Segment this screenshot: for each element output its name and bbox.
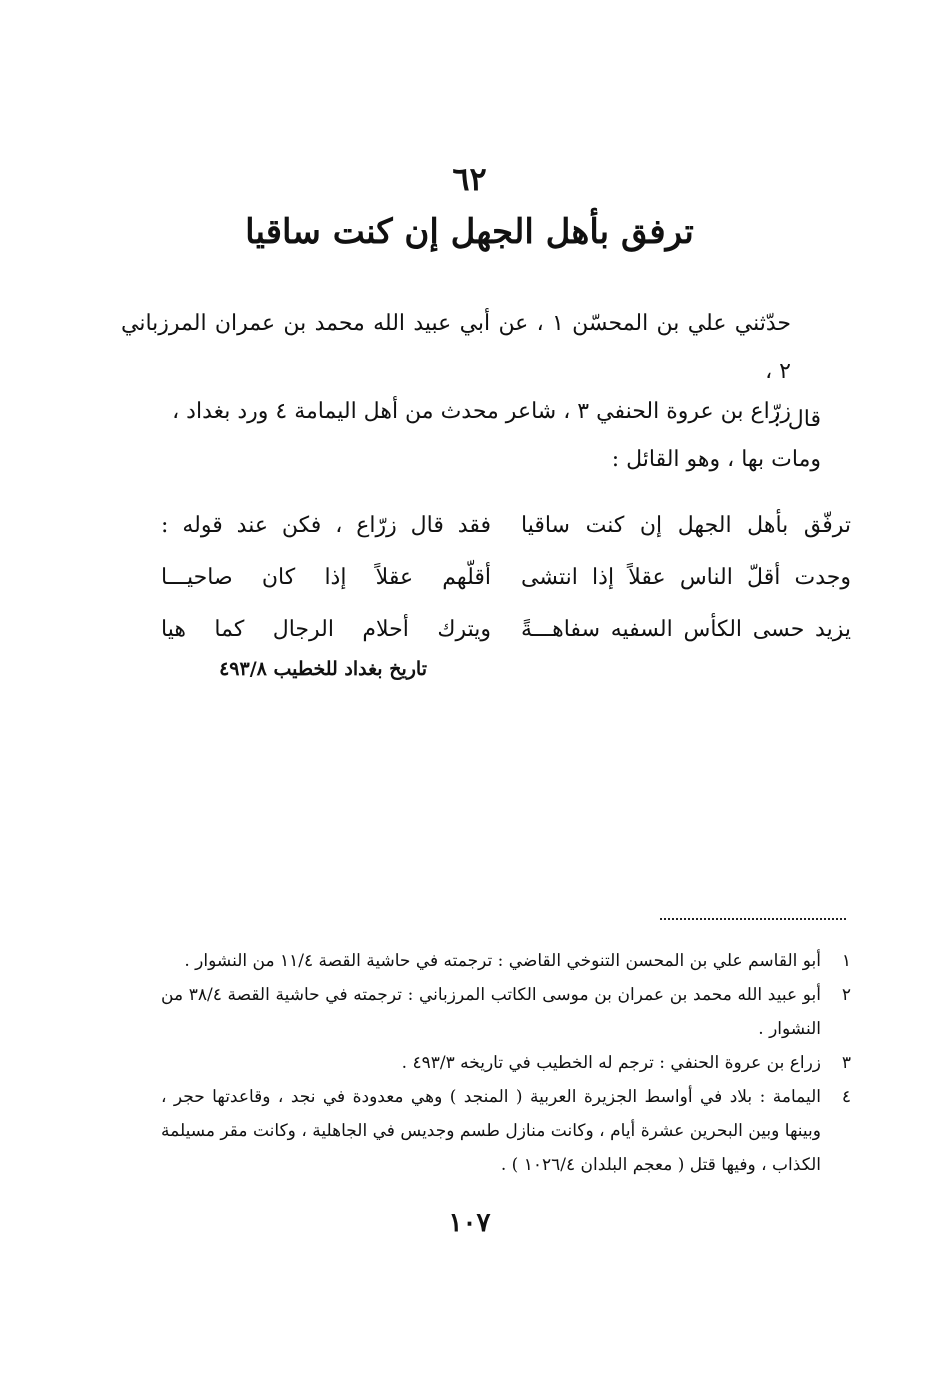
footnote-number: ٣ xyxy=(841,1053,851,1073)
footnote xyxy=(161,1046,851,1080)
footnote-number: ٢ xyxy=(841,985,851,1005)
paragraph-line: ومات بها ، وهو القائل : xyxy=(611,447,821,472)
poem xyxy=(161,500,851,656)
hemistich-first: وجدت أقلّ الناس عقلاً إذا انتشى xyxy=(521,565,851,590)
hemistich-first: ترفّق بأهل الجهل إن كنت ساقيا xyxy=(521,513,851,538)
footnote-text: زراع بن عروة الحنفي : ترجم له الخطيب في تاريخه ٤٩٣/٣ . xyxy=(401,1053,821,1073)
paragraph-line: زرّاع بن عروة الحنفي ٣ ، شاعر محدث من أهل اليمامة ٤ ورد بغداد ، xyxy=(172,399,791,424)
paragraph-line: حدّثني علي بن المحسّن ١ ، عن أبي عبيد الله محمد بن عمران المرزباني ٢ ، xyxy=(121,311,791,384)
footnote xyxy=(161,978,851,1046)
story-number: ٦٢ xyxy=(452,160,487,198)
footnote-text: أبو عبيد الله محمد بن عمران بن موسى الكاتب المرزباني : ترجمته في حاشية القصة ٣٨/٤ من النشوار . xyxy=(161,985,821,1039)
footnote-text: اليمامة : بلاد في أواسط الجزيرة العربية ( المنجد ) وهي معدودة في نجد ، وقاعدتها حجر ، وبينها وبين البحرين عشرة أيام ، وكانت منازل طسم وجديس في الجاهلية ، وكانت مقر مسيلمة الكذاب ، وفيها قتل ( معجم البلدان ١٠٢٦/٤ ) . xyxy=(161,1087,821,1175)
hemistich-second: أقلّهم عقلاً إذا كان صاحيـــا xyxy=(161,565,491,590)
hemistich-second: فقد قال زرّاع ، فكن عند قوله : xyxy=(161,513,491,538)
footnote-number: ٤ xyxy=(841,1087,851,1107)
footnote xyxy=(161,944,851,978)
hemistich-second: ويترك أحلام الرجال كما هيا xyxy=(161,617,491,642)
poem-verse xyxy=(161,500,851,552)
page-number: ١٠٧ xyxy=(448,1208,491,1238)
source-citation: تاريخ بغداد للخطيب ٤٩٣/٨ xyxy=(219,658,427,680)
footnotes xyxy=(161,944,851,1182)
paragraph-poet-bio xyxy=(121,388,821,484)
footnote xyxy=(161,1080,851,1182)
poem-verse xyxy=(161,604,851,656)
story-title: ترفق بأهل الجهل إن كنت ساقيا xyxy=(245,212,694,252)
hemistich-first: يزيد حسى الكأس السفيه سفاهـــةً xyxy=(521,617,851,642)
poem-verse xyxy=(161,552,851,604)
paragraph-line: قال : xyxy=(773,407,821,432)
footnote-text: أبو القاسم علي بن المحسن التنوخي القاضي : ترجمته في حاشية القصة ١١/٤ من النشوار . xyxy=(184,951,821,971)
footnote-number: ١ xyxy=(841,951,851,971)
footnote-separator xyxy=(660,918,846,920)
